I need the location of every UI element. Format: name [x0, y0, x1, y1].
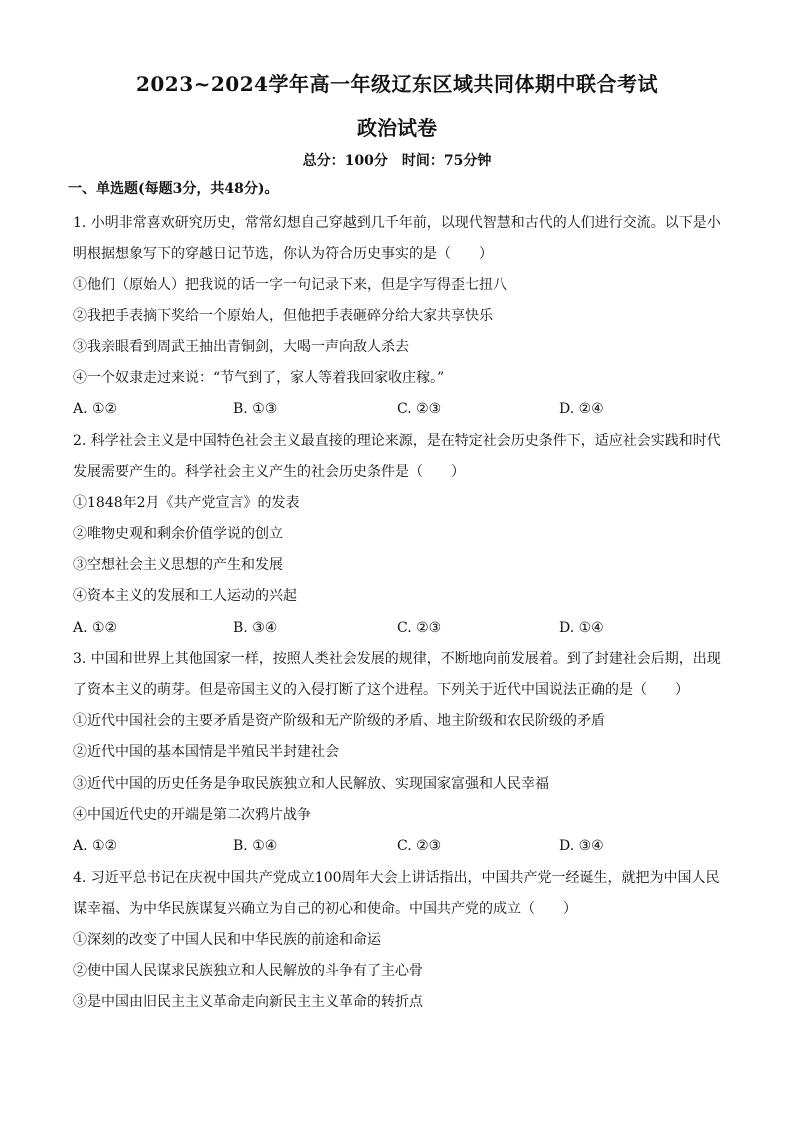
q2-stem-line-2: 发展需要产生的。科学社会主义产生的社会历史条件是（ ） [73, 464, 465, 480]
subject-title: 政治试卷 [357, 116, 437, 140]
q3-item-1: ①近代中国社会的主要矛盾是资产阶级和无产阶级的矛盾、地主阶级和农民阶级的矛盾 [73, 713, 605, 729]
q4-item-3: ③是中国由旧民主主义革命走向新民主主义革命的转折点 [73, 994, 423, 1010]
q1-option-d: D. ②④ [559, 401, 604, 417]
q2-stem-line-1: 2. 科学社会主义是中国特色社会主义最直接的理论来源，是在特定社会历史条件下，适应社会实践和时代 [73, 433, 721, 449]
q2-item-4: ④资本主义的发展和工人运动的兴起 [73, 588, 297, 604]
q3-stem-line-1: 3. 中国和世界上其他国家一样，按照人类社会发展的规律，不断地向前发展着。到了封建社会后期，出现 [73, 651, 721, 667]
q1-stem-line-2: 明根据想象写下的穿越日记节选，你认为符合历史事实的是（ ） [73, 246, 493, 262]
q3-item-4: ④中国近代史的开端是第二次鸦片战争 [73, 807, 311, 823]
q2-item-1: ①1848年2月《共产党宣言》的发表 [73, 495, 300, 511]
q1-item-1: ①他们（原始人）把我说的话一字一句记录下来，但是字写得歪七扭八 [73, 277, 507, 293]
q2-option-a: A. ①② [73, 620, 118, 636]
q3-option-c: C. ②③ [397, 838, 442, 854]
q3-option-d: D. ③④ [559, 838, 604, 854]
section-heading: 一、单选题(每题3分，共48分)。 [68, 181, 279, 197]
q2-option-b: B. ③④ [233, 620, 278, 636]
q1-item-2: ②我把手表摘下奖给一个原始人，但他把手表砸碎分给大家共享快乐 [73, 308, 493, 324]
score-time-line: 总分：100分 时间：75分钟 [302, 153, 492, 169]
q4-stem-line-2: 谋幸福、为中华民族谋复兴确立为自己的初心和使命。中国共产党的成立（ ） [73, 901, 577, 917]
q3-item-2: ②近代中国的基本国情是半殖民半封建社会 [73, 744, 339, 760]
q1-option-b: B. ①③ [233, 401, 278, 417]
q1-item-4: ④一个奴隶走过来说：“节气到了，家人等着我回家收庄稼。” [73, 370, 445, 386]
q2-item-3: ③空想社会主义思想的产生和发展 [73, 557, 283, 573]
q4-item-1: ①深刻的改变了中国人民和中华民族的前途和命运 [73, 932, 381, 948]
q1-stem-line-1: 1. 小明非常喜欢研究历史，常常幻想自己穿越到几千年前，以现代智慧和古代的人们进行交流。以下是小 [73, 215, 721, 231]
q1-option-c: C. ②③ [397, 401, 442, 417]
exam-title: 2023~2024学年高一年级辽东区域共同体期中联合考试 [135, 72, 659, 96]
q3-option-a: A. ①② [73, 838, 118, 854]
q2-option-c: C. ②③ [397, 620, 442, 636]
q4-stem-line-1: 4. 习近平总书记在庆祝中国共产党成立100周年大会上讲话指出，中国共产党一经诞生，就把为中国人民 [73, 870, 720, 886]
q2-option-d: D. ①④ [559, 620, 604, 636]
q3-stem-line-2: 了资本主义的萌芽。但是帝国主义的入侵打断了这个进程。下列关于近代中国说法正确的是（ ） [73, 682, 689, 698]
q3-item-3: ③近代中国的历史任务是争取民族独立和人民解放、实现国家富强和人民幸福 [73, 776, 549, 792]
q1-option-a: A. ①② [73, 401, 118, 417]
q1-item-3: ③我亲眼看到周武王抽出青铜剑，大喝一声向敌人杀去 [73, 339, 409, 355]
q3-option-b: B. ①④ [233, 838, 278, 854]
q4-item-2: ②使中国人民谋求民族独立和人民解放的斗争有了主心骨 [73, 963, 423, 979]
q2-item-2: ②唯物史观和剩余价值学说的创立 [73, 526, 283, 542]
